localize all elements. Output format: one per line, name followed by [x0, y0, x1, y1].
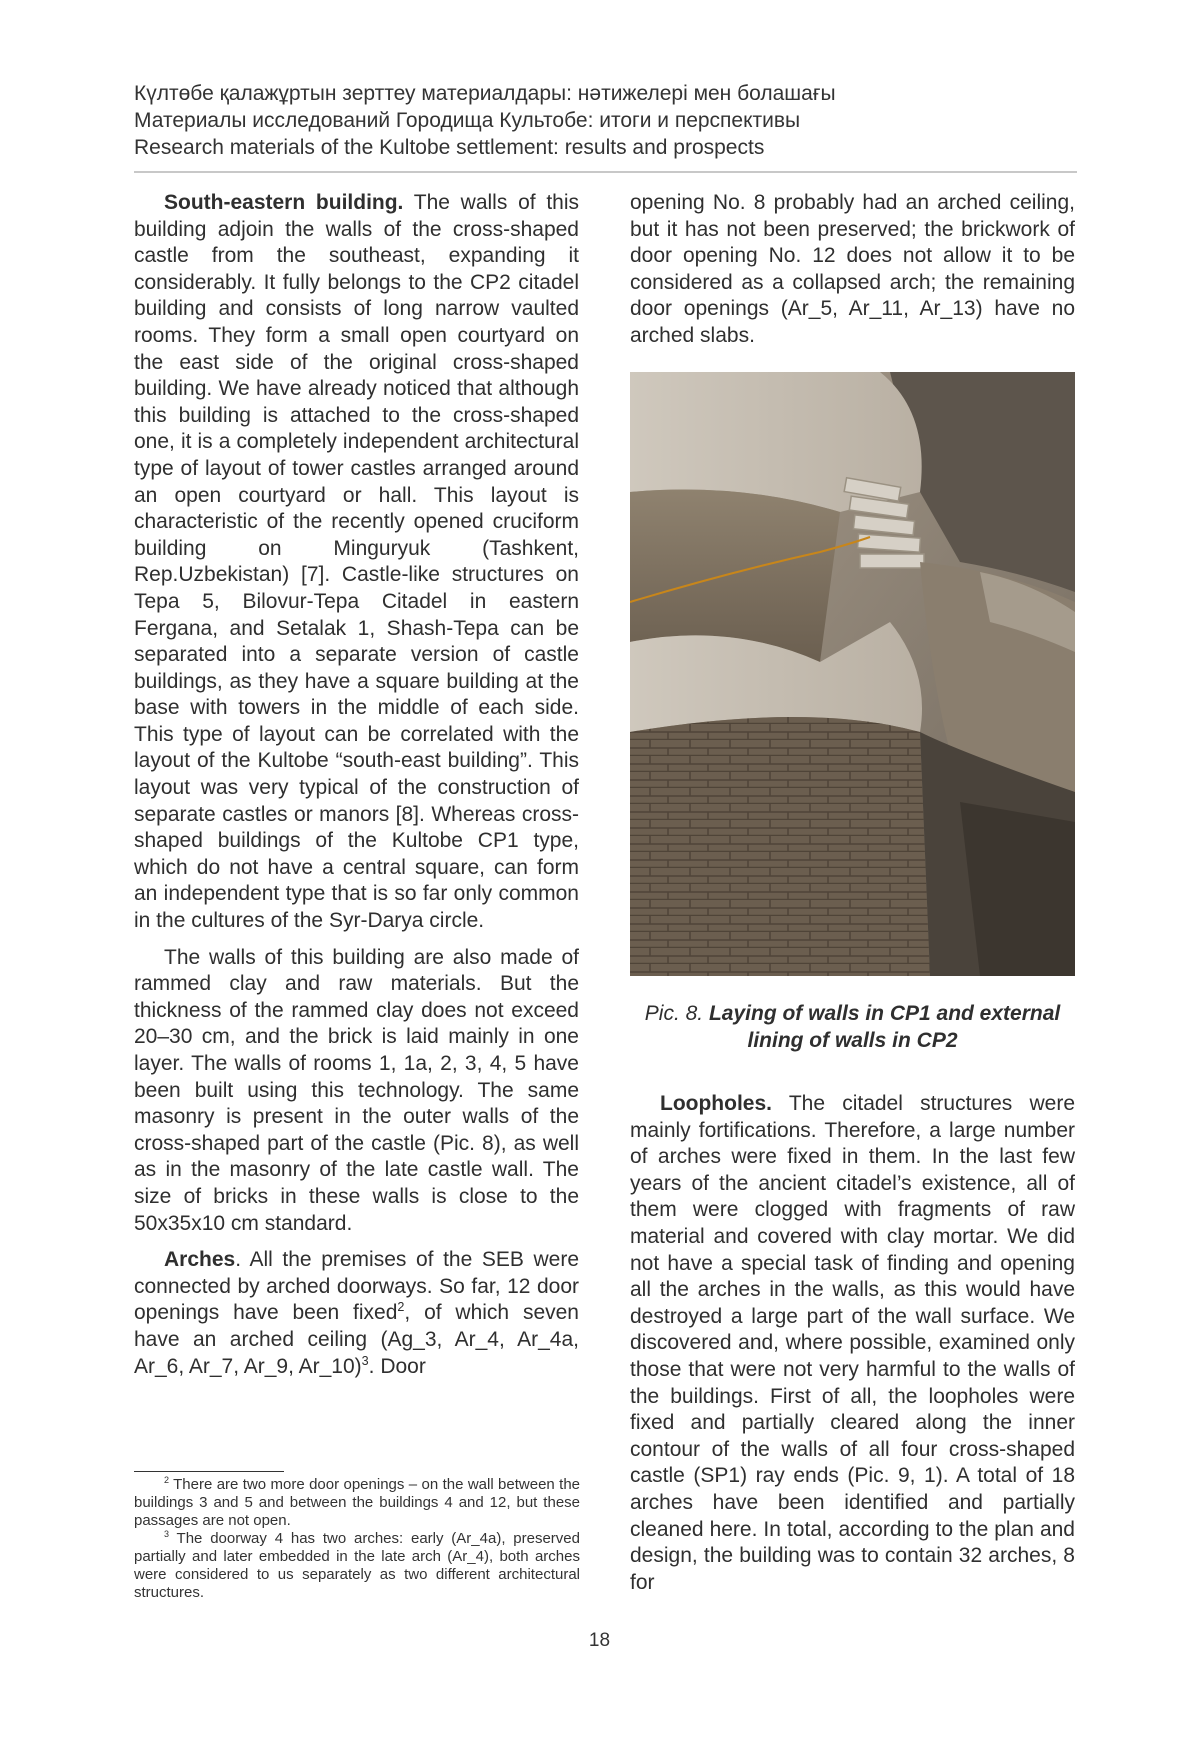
header-line-english: Research materials of the Kultobe settlement: results and prospects — [134, 136, 765, 159]
paragraph-lead: South-eastern building. — [164, 191, 404, 214]
caption-text: Laying of walls in CP1 and external lining of walls in CP2 — [708, 1002, 1061, 1052]
footnote-2 — [134, 1476, 580, 1530]
header-line-russian: Материалы исследований Городища Культобе: итоги и перспективы — [134, 109, 801, 132]
paragraph-body: , of which seven have an arched ceiling (Ag_3, Ar_4, Ar_4a, Ar_6, Ar_7, Ar_9, Ar_10) — [134, 1301, 579, 1378]
paragraph-lead: Loopholes. — [660, 1092, 772, 1115]
left-column — [134, 190, 579, 1390]
paragraph-body: The walls of this building adjoin the walls of the cross-shaped castle from the southeast, expanding it considerably. It fully belongs to the CP2 citadel building and consists of long narrow vaulted rooms. They form a small open courtyard on the east side of the original cross-shaped building. We have already noticed that although this building is attached to the cross-shaped one, it is a completely independent architectural type of layout of tower castles arranged around an open courtyard or hall. This layout is characteristic of the recently opened cruciform building on Minguryuk (Tashkent, Rep.Uzbekistan) [7]. Castle-like structures on Tepa 5, Bilovur-Tepa Citadel in eastern Fergana, and Setalak 1, Shash-Tepa can be separated into a separate version of castle buildings, as they have a square building at the base with towers in the middle of each side. This type of layout can be correlated with the layout of the Kultobe “south-east building”. This layout was very typical of the construction of separate castles or manors [8]. Whereas cross-shaped buildings of the Kultobe CP1 type, which do not have a central square, can form an independent type that is so far only common in the cultures of the Syr-Darya circle. — [134, 191, 580, 933]
excavation-photo — [630, 372, 1075, 976]
paragraph-body: . Door — [368, 1354, 426, 1378]
paragraph-loopholes — [630, 1091, 1075, 1596]
footnote-3 — [134, 1530, 580, 1602]
running-header — [134, 80, 1074, 161]
footnote-ref[interactable]: 3 — [361, 1353, 369, 1368]
paragraph-continued: opening No. 8 probably had an arched ceiling, but it has not been preserved; the brickwork of door opening No. 12 does not allow it to be considered as a collapsed arch; the remaining door openings (Ar_5, Ar_11, Ar_13) have no arched slabs. — [630, 191, 1075, 347]
paragraph-body: . All the premises of the SEB were connected by arched doorways. So far, 12 door openings have been fixed — [134, 1248, 579, 1325]
footnotes — [134, 1476, 580, 1602]
figure-caption — [630, 1000, 1075, 1054]
header-line-kazakh: Күлтөбе қалажұртын зерттеу материалдары: нәтижелері мен болашағы — [134, 82, 836, 105]
footnote-mark: 3 — [164, 1529, 170, 1539]
footnote-mark: 2 — [164, 1475, 170, 1485]
paragraph-lead: Arches — [164, 1248, 236, 1272]
footnote-divider — [134, 1471, 284, 1472]
paragraph-arches — [134, 1247, 579, 1380]
right-column-bottom — [630, 1091, 1075, 1606]
paragraph-south-eastern-building — [134, 190, 579, 935]
page-number: 18 — [588, 1630, 611, 1651]
footnote-text: The doorway 4 has two arches: early (Ar_4a), preserved partially and later embedded in the late arch (Ar_4), both arches were considered to us separately as two different architectural structures. — [134, 1530, 580, 1601]
paragraph-body: The citadel structures were mainly fortifications. Therefore, a large number of arches were fixed in them. In the last few years of the ancient citadel’s existence, all of them were clogged with fragments of raw material and covered with clay mortar. We did not have a special task of finding and opening all the arches in the walls, as this would have destroyed a large part of the wall surface. We discovered and, where possible, examined only those that were not very harmful to the walls of the buildings. First of all, the loopholes were fixed and partially cleared along the inner contour of the walls of all four cross-shaped castle (SP1) ray ends (Pic. 9, 1). A total of 18 arches have been identified and partially cleaned here. In total, according to the plan and design, the building was to contain 32 arches, 8 for — [630, 1092, 1075, 1594]
paragraph-walls: The walls of this building are also made of rammed clay and raw materials. But the thickness of the rammed clay does not exceed 20–30 cm, and the brick is laid mainly in one layer. The walls of rooms 1, 1a, 2, 3, 4, 5 have been built using this technology. The same masonry is present in the outer walls of the cross-shaped part of the castle (Pic. 8), as well as in the masonry of the late castle wall. The size of bricks in these walls is close to the 50x35x10 cm standard. — [134, 945, 579, 1235]
right-column-top — [630, 190, 1075, 360]
caption-label: Pic. 8. — [644, 1002, 704, 1025]
header-divider — [134, 171, 1077, 173]
footnote-ref[interactable]: 2 — [397, 1300, 405, 1315]
footnote-text: There are two more door openings – on the wall between the buildings 3 and 5 and between the buildings 4 and 12, but these passages are not open. — [134, 1476, 580, 1529]
